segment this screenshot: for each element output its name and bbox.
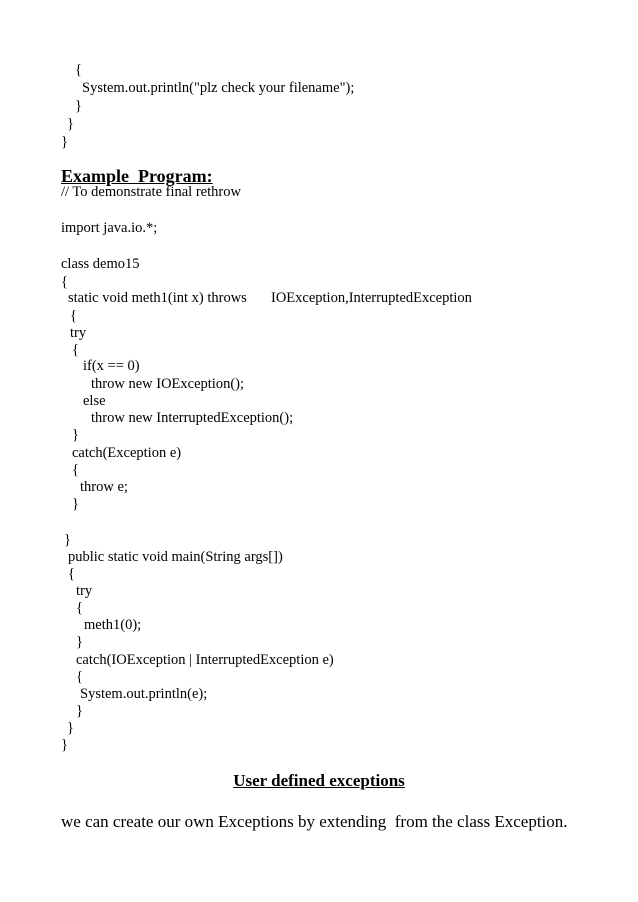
code-line: class demo15 [61, 256, 140, 272]
code-line: throw new InterruptedException(); [91, 410, 294, 426]
code-comment: // To demonstrate final rethrow [61, 184, 241, 200]
code-line: static void meth1(int x) throws [68, 290, 247, 306]
code-line: { [61, 274, 68, 290]
code-line: public static void main(String args[]) [68, 549, 283, 565]
code-line: System.out.println(e); [80, 686, 208, 702]
code-line: try [70, 325, 87, 341]
code-line: } [67, 116, 74, 132]
code-line: System.out.println("plz check your filename"); [82, 80, 355, 96]
code-line: } [72, 427, 79, 443]
code-line: try [76, 583, 93, 599]
code-line: } [75, 98, 82, 114]
section-title: User defined exceptions [233, 771, 405, 790]
code-line: } [72, 496, 79, 512]
code-line: } [67, 720, 74, 736]
code-line: } [61, 134, 68, 150]
code-line: catch(Exception e) [72, 445, 182, 461]
code-line: { [76, 669, 83, 685]
code-line: if(x == 0) [83, 358, 140, 374]
code-line: import java.io.*; [61, 220, 158, 236]
code-line: } [61, 737, 68, 753]
code-line: IOException,InterruptedException [271, 290, 472, 306]
code-line: } [76, 634, 83, 650]
code-line: throw e; [80, 479, 128, 495]
code-line: { [68, 566, 75, 582]
code-line: { [76, 600, 83, 616]
code-line: } [64, 532, 71, 548]
code-line: } [76, 703, 83, 719]
code-line: meth1(0); [84, 617, 142, 633]
code-line: { [75, 62, 82, 78]
example-program-heading: Example Program: [61, 166, 213, 186]
code-line: else [83, 393, 106, 409]
body-paragraph: we can create our own Exceptions by extending from the class Exception. [61, 812, 568, 831]
code-line: { [72, 462, 79, 478]
code-line: { [72, 342, 79, 358]
code-line: catch(IOException | InterruptedException e) [76, 652, 334, 668]
code-line: throw new IOException(); [91, 376, 245, 392]
code-line: { [70, 308, 77, 324]
